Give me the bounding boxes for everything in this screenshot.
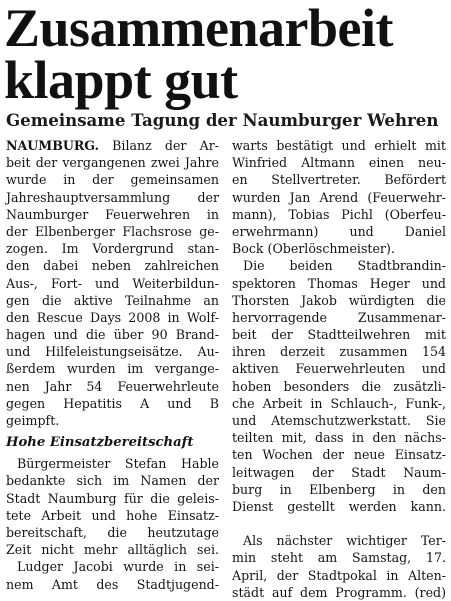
text-line: ßerdem wurden im vergange-: [6, 361, 219, 377]
text-line: bereitschaft, die heutzutage: [6, 524, 219, 540]
text-line: Bock (Oberlöschmeister).: [232, 241, 395, 257]
text-line: bedankte sich im Namen der: [6, 473, 219, 489]
text-line: Ludger Jacobi wurde in sei-: [17, 559, 219, 575]
text-line: min steht am Samstag, 17.: [232, 550, 446, 566]
paragraph-gap: [232, 515, 446, 532]
text-line: gegen Hepatitis A und B: [6, 395, 219, 411]
text-line: Jahreshauptversammlung der: [6, 189, 219, 205]
headline-line-2: klappt gut: [4, 50, 238, 110]
text-line: städt auf dem Programm. (red): [232, 584, 446, 600]
text-line: Bürgermeister Stefan Hable: [17, 456, 219, 472]
text-line: Die beiden Stadtbrandin-: [243, 258, 446, 274]
left-column: [6, 137, 219, 593]
text-line: NAUMBURG. Bilanz der Ar-: [6, 138, 219, 153]
text-line: che Arbeit in Schlauch-, Funk-,: [232, 395, 446, 411]
text-line: zogen. Im Vordergrund stan-: [6, 241, 219, 257]
article-subheadline: Gemeinsame Tagung der Naumburger Wehren: [6, 110, 439, 130]
text-line: Aus-, Fort- und Weiterbildun-: [6, 275, 219, 291]
text-line: teilten mit, dass in den nächs-: [232, 430, 446, 446]
text-line: April, der Stadtpokal in Alten-: [232, 567, 446, 583]
text-line: en Stellvertreter. Befördert: [232, 172, 446, 188]
text-line: Stadt Naumburg für die geleis-: [6, 490, 219, 506]
dateline: NAUMBURG.: [6, 138, 99, 153]
text-line: Winfried Altmann einen neu-: [232, 155, 446, 171]
text-line: den Rescue Days 2008 in Wolf-: [6, 309, 219, 325]
text-line: aktiven Feuerwehrleuten und: [232, 361, 446, 377]
text-line: Zeit nicht mehr alltäglich sei.: [6, 542, 219, 558]
section-subhead: Hohe Einsatzbereitschaft: [6, 435, 194, 451]
text-line: burg in Elbenberg in den: [232, 481, 446, 497]
text-line: Thorsten Jakob würdigten die: [232, 292, 446, 308]
text-line: der Elbenberger Flachsrose ge-: [6, 223, 219, 239]
text-line: tete Arbeit und hohe Einsatz-: [6, 507, 219, 523]
right-column: [232, 137, 446, 601]
text-line: mann), Tobias Pichl (Oberfeu-: [232, 206, 446, 222]
text-line: warts bestätigt und erhielt mit: [232, 138, 446, 153]
text-line: hervorragende Zusammenar-: [232, 309, 446, 325]
text-line: wurden Jan Arend (Feuerwehr-: [232, 189, 446, 205]
text-line: beit der vergangenen zwei Jahre: [6, 155, 219, 171]
text-line: ten Wochen der neue Einsatz-: [232, 447, 446, 463]
text-line: und Hilfeleistungseisätze. Au-: [6, 344, 219, 360]
text-line: hoben besonders die zusätzli-: [232, 378, 446, 394]
text-line: ihren derzeit zusammen 154: [232, 344, 446, 360]
text-line: spektoren Thomas Heger und: [232, 275, 446, 291]
text-line: und Atemschutzwerkstatt. Sie: [232, 413, 446, 428]
text-line: gen die aktive Teilnahme an: [6, 292, 219, 308]
text-line: leitwagen der Stadt Naum-: [232, 464, 446, 480]
text-line: hagen und die über 90 Brand-: [6, 327, 219, 343]
text-line: Dienst gestellt werden kann.: [232, 498, 446, 514]
text-line: wurde in der gemeinsamen: [6, 172, 219, 188]
text-line: Naumburger Feuerwehren in: [6, 206, 219, 222]
text-line: nen Jahr 54 Feuerwehrleute: [6, 378, 219, 394]
text-line: geimpft.: [6, 413, 60, 428]
article-headline: [4, 0, 451, 110]
text-line: Als nächster wichtiger Ter-: [243, 533, 446, 549]
headline-line-1: Zusammenarbeit: [4, 0, 393, 58]
text-line: beit der Stadtteilwehren mit: [232, 327, 446, 343]
text-line: den dabei neben zahlreichen: [6, 258, 219, 274]
text-line: nem Amt des Stadtjugend-: [6, 576, 219, 592]
text-line: erwehrmann) und Daniel: [232, 223, 446, 239]
